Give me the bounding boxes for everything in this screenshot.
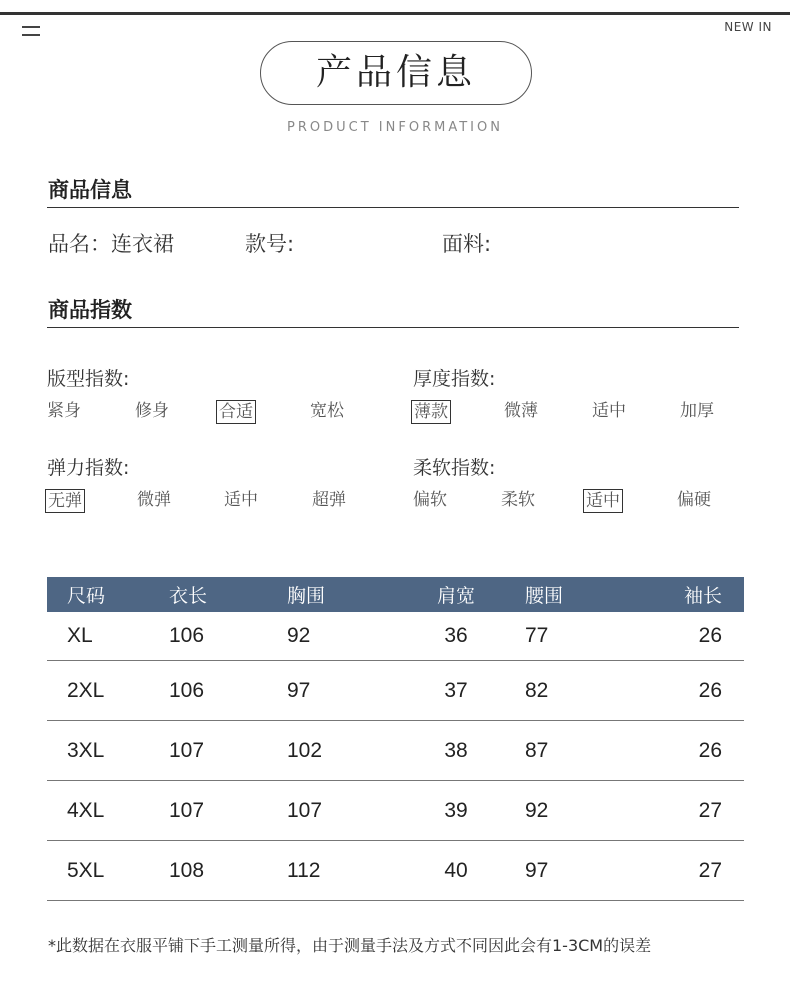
product-info-title: 商品信息 <box>48 178 132 202</box>
column-header: 腰围 <box>515 577 627 612</box>
table-cell: 107 <box>277 781 397 841</box>
table-cell: 108 <box>159 841 277 901</box>
fit-option: 宽松 <box>310 401 344 421</box>
table-row <box>47 612 744 661</box>
table-cell: 102 <box>277 721 397 781</box>
elasticity-option: 微弹 <box>137 490 171 510</box>
table-cell: 38 <box>397 721 515 781</box>
table-cell: 107 <box>159 781 277 841</box>
thickness-index-label: 厚度指数: <box>413 368 496 390</box>
fit-index-label: 版型指数: <box>47 368 130 390</box>
product-index-title: 商品指数 <box>48 298 132 322</box>
table-cell: 39 <box>397 781 515 841</box>
column-header: 肩宽 <box>397 577 515 612</box>
table-row <box>47 721 744 781</box>
table-cell: 5XL <box>47 841 159 901</box>
thickness-option: 微薄 <box>504 401 538 421</box>
column-header: 袖长 <box>627 577 744 612</box>
softness-option: 偏软 <box>413 490 447 510</box>
table-cell: 26 <box>627 612 744 661</box>
table-cell: 107 <box>159 721 277 781</box>
top-divider <box>0 12 790 15</box>
table-cell: 26 <box>627 661 744 721</box>
column-header: 衣长 <box>159 577 277 612</box>
table-cell: 2XL <box>47 661 159 721</box>
page-subtitle: PRODUCT INFORMATION <box>287 120 503 135</box>
table-cell: 27 <box>627 841 744 901</box>
thickness-option: 加厚 <box>680 401 714 421</box>
table-row <box>47 841 744 901</box>
table-cell: 4XL <box>47 781 159 841</box>
table-row <box>47 781 744 841</box>
page-title: 产品信息 <box>260 41 532 105</box>
softness-option: 偏硬 <box>677 490 711 510</box>
softness-option: 柔软 <box>501 490 535 510</box>
table-cell: 36 <box>397 612 515 661</box>
table-cell: XL <box>47 612 159 661</box>
table-cell: 26 <box>627 721 744 781</box>
new-in-label: NEW IN <box>724 20 772 34</box>
table-cell: 27 <box>627 781 744 841</box>
table-row <box>47 661 744 721</box>
fit-option-selected: 合适 <box>216 400 256 424</box>
softness-index-label: 柔软指数: <box>413 457 496 479</box>
column-header: 胸围 <box>277 577 397 612</box>
product-name: 品名：连衣裙 <box>48 232 174 256</box>
table-cell: 87 <box>515 721 627 781</box>
table-cell: 106 <box>159 612 277 661</box>
product-index-divider <box>47 327 739 328</box>
fabric: 面料: <box>442 232 492 256</box>
elasticity-option-selected: 无弹 <box>45 489 85 513</box>
table-cell: 112 <box>277 841 397 901</box>
size-table-header <box>47 577 744 612</box>
table-cell: 40 <box>397 841 515 901</box>
elasticity-option: 超弹 <box>312 490 346 510</box>
table-cell: 97 <box>277 661 397 721</box>
thickness-option-selected: 薄款 <box>411 400 451 424</box>
menu-icon[interactable] <box>22 25 40 37</box>
elasticity-index-label: 弹力指数: <box>47 457 130 479</box>
table-cell: 82 <box>515 661 627 721</box>
table-cell: 92 <box>277 612 397 661</box>
table-cell: 3XL <box>47 721 159 781</box>
table-cell: 92 <box>515 781 627 841</box>
elasticity-option: 适中 <box>224 490 258 510</box>
softness-option-selected: 适中 <box>583 489 623 513</box>
fit-option: 紧身 <box>47 401 81 421</box>
table-cell: 37 <box>397 661 515 721</box>
column-header: 尺码 <box>47 577 159 612</box>
style-number: 款号: <box>245 232 295 256</box>
fit-option: 修身 <box>135 401 169 421</box>
table-cell: 77 <box>515 612 627 661</box>
table-cell: 106 <box>159 661 277 721</box>
table-cell: 97 <box>515 841 627 901</box>
measurement-footnote: *此数据在衣服平铺下手工测量所得，由于测量手法及方式不同因此会有1-3CM的误差 <box>48 936 652 955</box>
thickness-option: 适中 <box>592 401 626 421</box>
product-info-divider <box>47 207 739 208</box>
size-table <box>47 577 744 901</box>
